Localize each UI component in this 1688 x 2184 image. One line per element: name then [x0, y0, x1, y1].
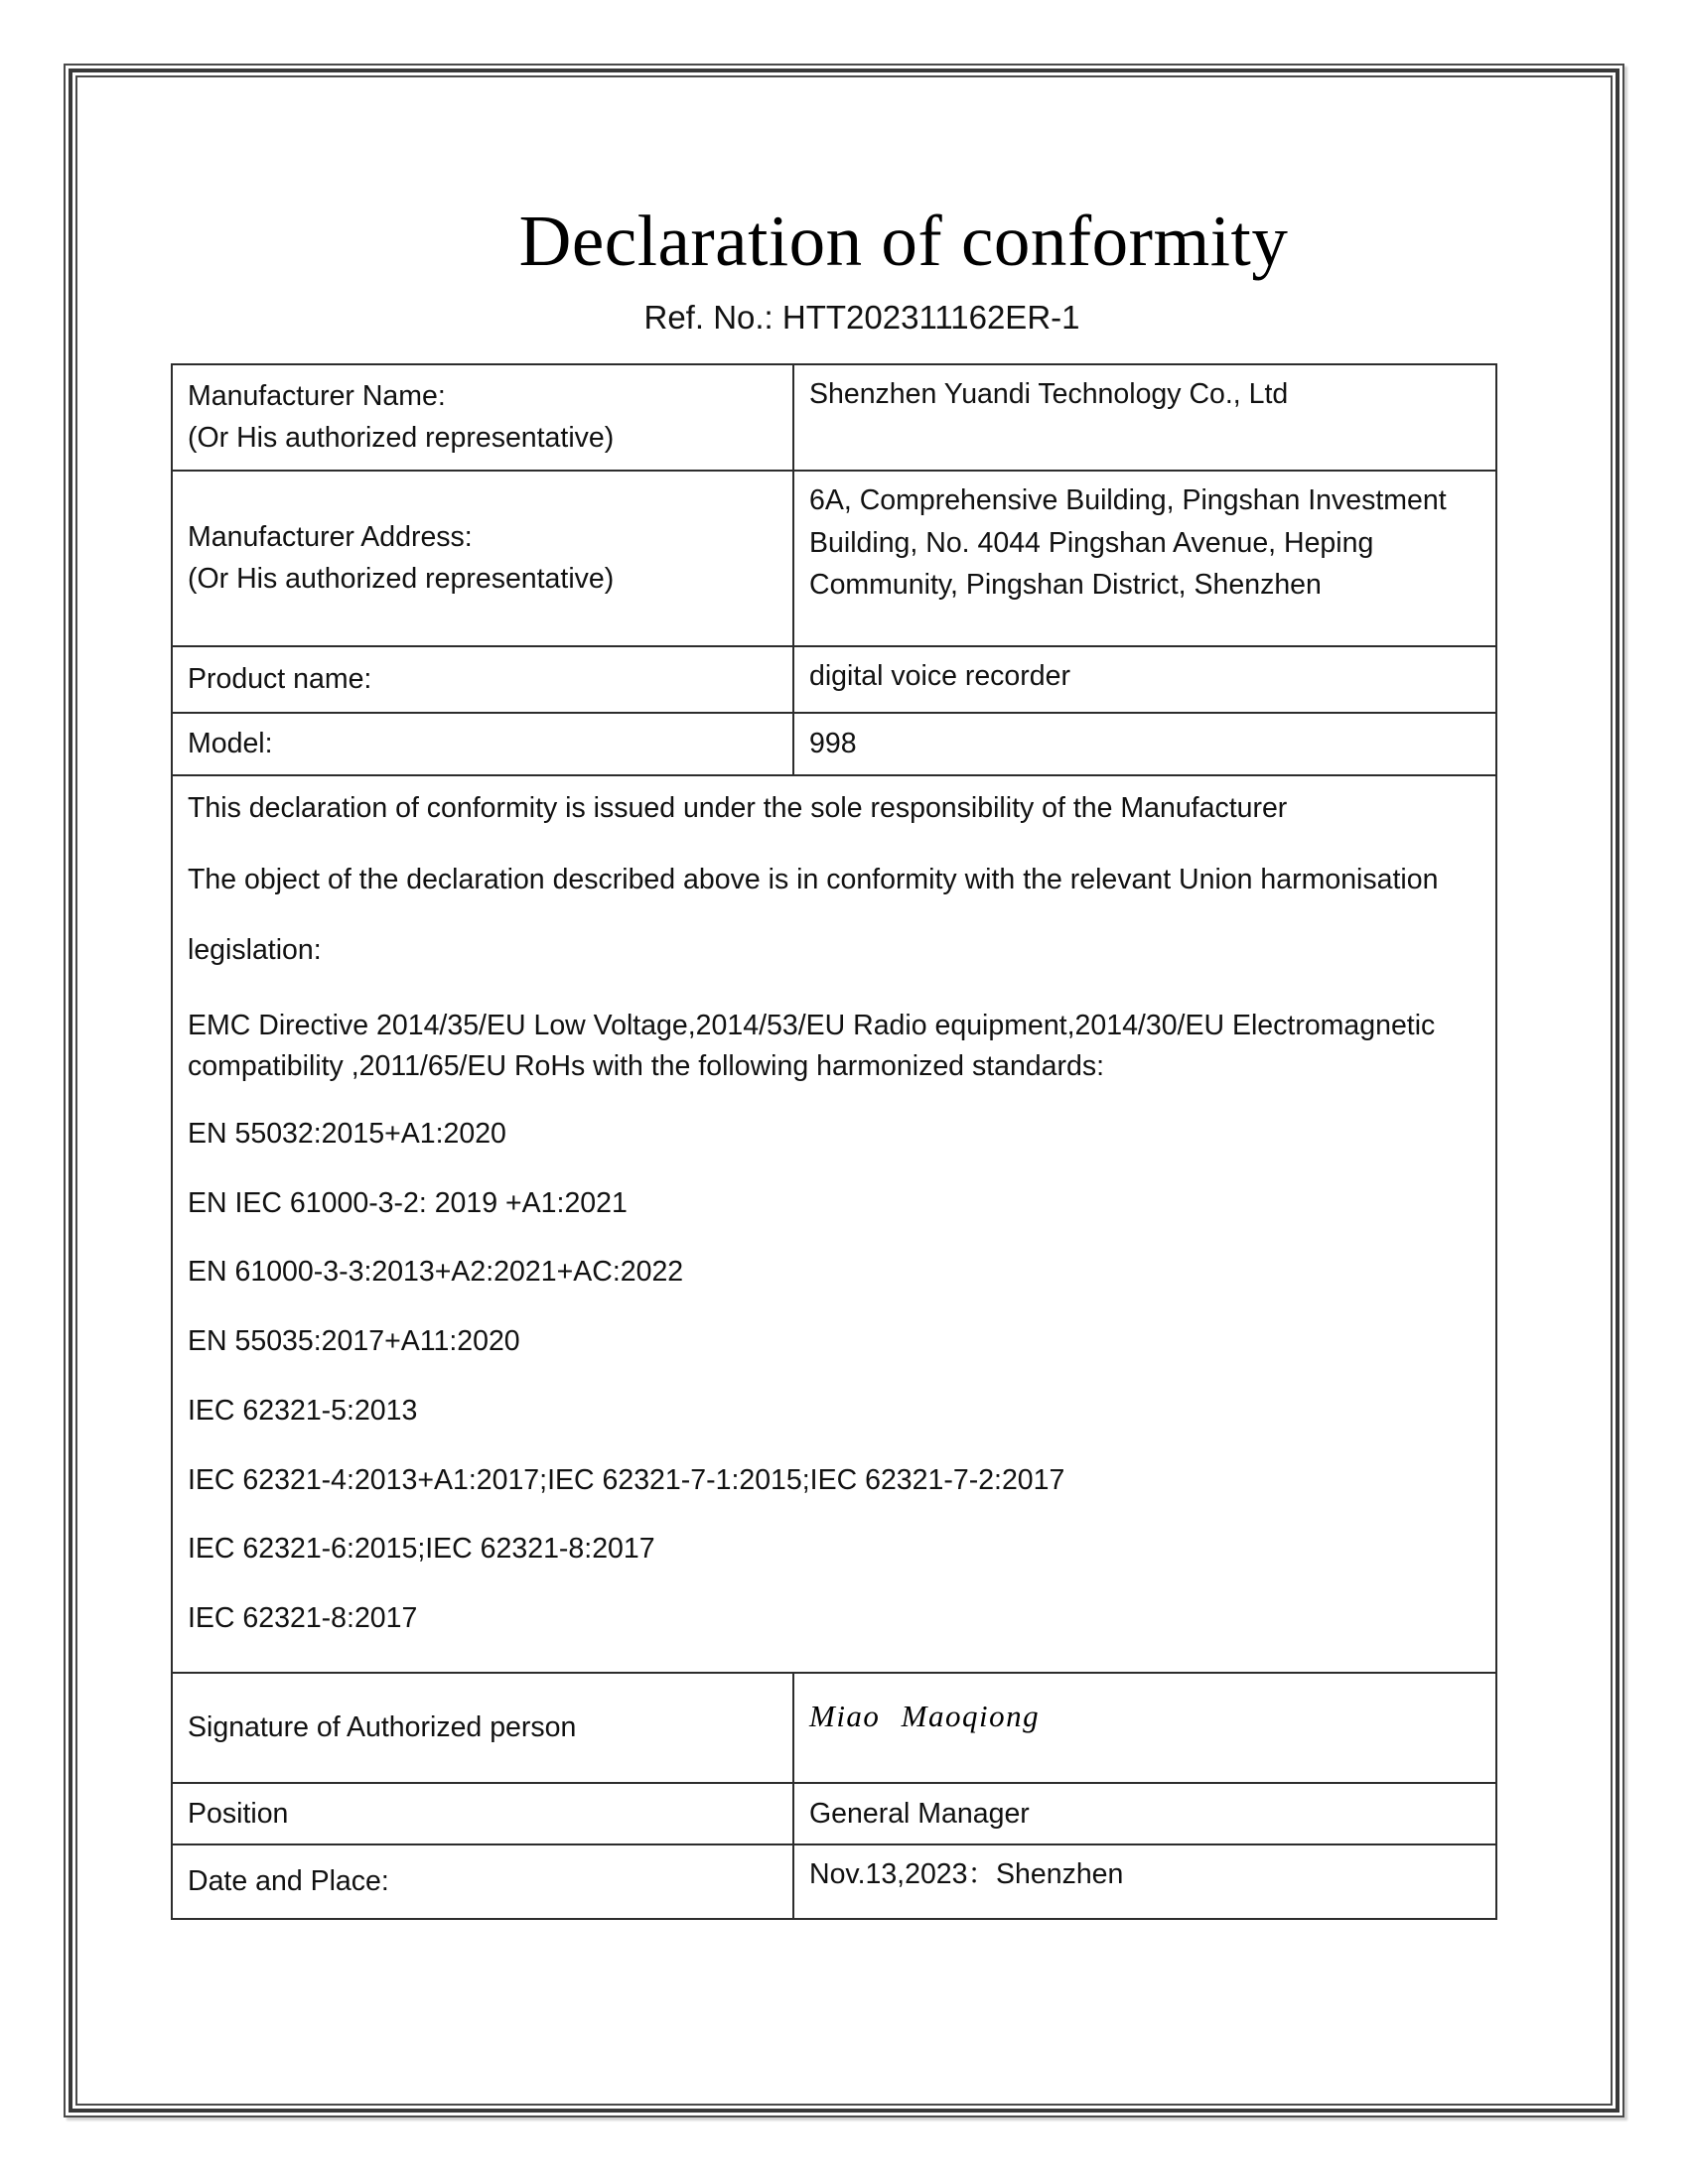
- standard-line: IEC 62321-6:2015;IEC 62321-8:2017: [188, 1533, 655, 1566]
- manufacturer-name-label-cell: [172, 364, 793, 471]
- declaration-object-line: The object of the declaration described above is in conformity with the relevant Union harmonisation: [188, 863, 1439, 895]
- manufacturer-name-label: Manufacturer Name:: [188, 379, 446, 412]
- signature-label: Signature of Authorized person: [172, 1673, 793, 1783]
- ref-number: Ref. No.: HTT202311162ER-1: [643, 298, 1080, 336]
- position-label: Position: [172, 1783, 793, 1844]
- table-row-manufacturer-name: [172, 364, 1496, 471]
- standard-line: IEC 62321-5:2013: [188, 1394, 418, 1427]
- standard-line: EN 61000-3-3:2013+A2:2021+AC:2022: [188, 1256, 684, 1289]
- manufacturer-address-label: Manufacturer Address:: [188, 520, 473, 553]
- table-row-date-place: [172, 1844, 1496, 1919]
- table-row-declaration: [172, 775, 1496, 1673]
- date-place-label: Date and Place:: [172, 1844, 793, 1919]
- standard-line: IEC 62321-8:2017: [188, 1602, 418, 1635]
- page-border-frame: [64, 64, 1624, 2117]
- conformity-table: [171, 363, 1497, 1920]
- signature-value: Miao Maoqiong: [793, 1673, 1496, 1783]
- standard-line: EN 55032:2015+A1:2020: [188, 1117, 506, 1150]
- manufacturer-address-label-cell: [172, 471, 793, 646]
- manufacturer-name-sublabel: (Or His authorized representative): [188, 422, 615, 455]
- table-row-manufacturer-address: [172, 471, 1496, 646]
- table-row-product-name: [172, 646, 1496, 713]
- standard-line: EN 55035:2017+A11:2020: [188, 1325, 520, 1358]
- document-title: Declaration of conformity: [518, 201, 1289, 281]
- table-row-signature: [172, 1673, 1496, 1783]
- product-name-value: digital voice recorder: [793, 646, 1496, 713]
- manufacturer-address-sublabel: (Or His authorized representative): [188, 563, 615, 596]
- manufacturer-address-value: 6A, Comprehensive Building, Pingshan Investment Building, No. 4044 Pingshan Avenue, Heping Community, Pingshan District, Shenzhen: [793, 471, 1496, 646]
- table-row-position: [172, 1783, 1496, 1844]
- page-border-frame-mid: [69, 68, 1619, 2113]
- standard-line: EN IEC 61000-3-2: 2019 +A1:2021: [188, 1186, 628, 1219]
- position-value: General Manager: [793, 1783, 1496, 1844]
- manufacturer-name-value: Shenzhen Yuandi Technology Co., Ltd: [793, 364, 1496, 471]
- declaration-legislation-line: legislation:: [188, 934, 322, 967]
- model-label: Model:: [172, 713, 793, 775]
- table-row-model: [172, 713, 1496, 775]
- model-value: 998: [793, 713, 1496, 775]
- declaration-cell: [172, 775, 1496, 1673]
- directives-paragraph: EMC Directive 2014/35/EU Low Voltage,2014/53/EU Radio equipment,2014/30/EU Electromagnetic compatibility ,2011/65/EU RoHs with the following harmonized standards:: [188, 1010, 1436, 1083]
- date-place-value: Nov.13,2023：Shenzhen: [793, 1844, 1496, 1919]
- declaration-responsibility-line: This declaration of conformity is issued under the sole responsibility of the Manufacturer: [188, 791, 1288, 824]
- page-content-area: [75, 75, 1613, 2106]
- product-name-label: Product name:: [172, 646, 793, 713]
- standard-line: IEC 62321-4:2013+A1:2017;IEC 62321-7-1:2015;IEC 62321-7-2:2017: [188, 1463, 1065, 1496]
